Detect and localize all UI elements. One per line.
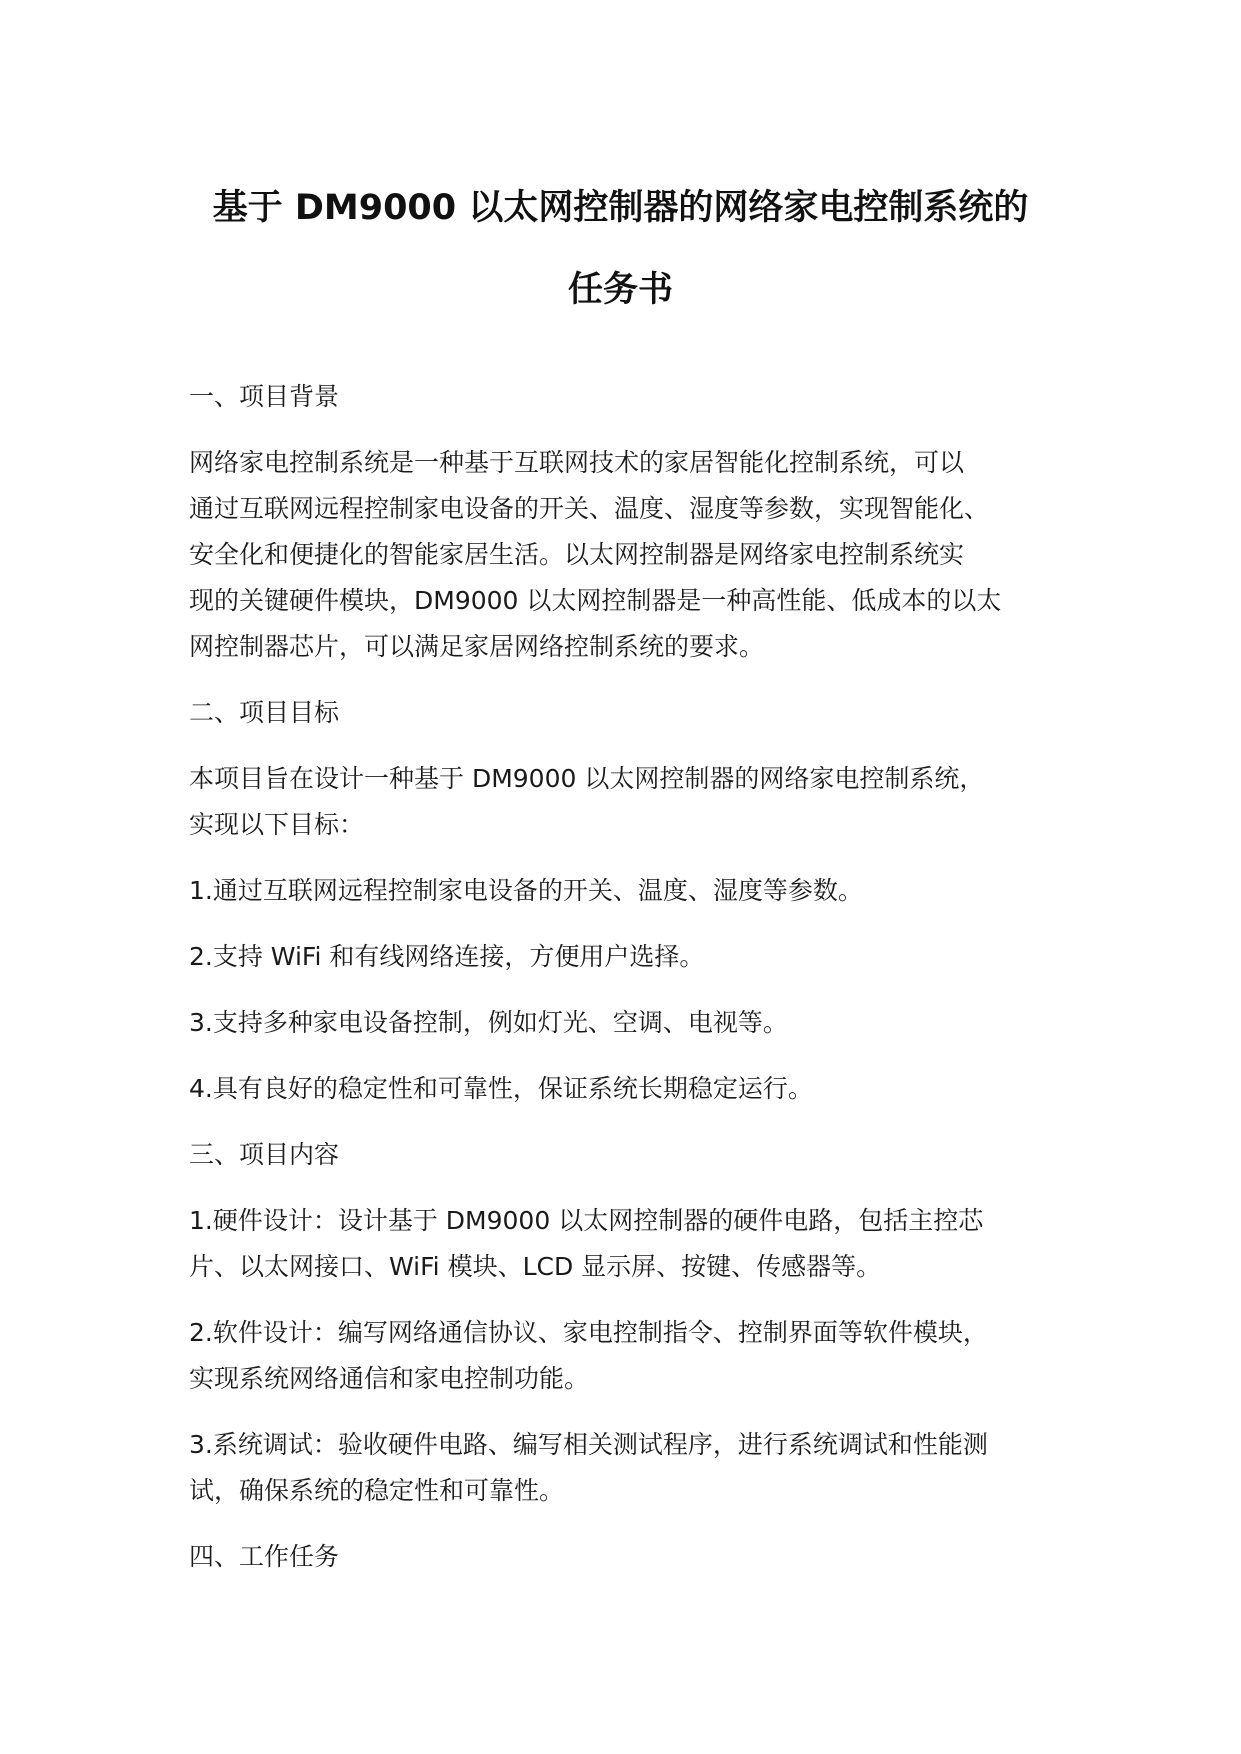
paragraph <box>189 440 1069 670</box>
paragraph <box>189 868 1069 914</box>
section-heading: 三、项目内容 <box>189 1140 340 1169</box>
paragraph-line: 安全化和便捷化的智能家居生活。以太网控制器是网络家电控制系统实 <box>189 540 965 569</box>
paragraph <box>189 1310 1069 1402</box>
paragraph-line: 网控制器芯片，可以满足家居网络控制系统的要求。 <box>189 632 765 661</box>
paragraph <box>189 756 1069 848</box>
paragraph-line: 3.支持多种家电设备控制，例如灯光、空调、电视等。 <box>189 1008 788 1037</box>
section-heading: 四、工作任务 <box>189 1542 340 1571</box>
paragraph-line: 试，确保系统的稳定性和可靠性。 <box>189 1476 565 1505</box>
paragraph-line: 2.支持 WiFi 和有线网络连接，方便用户选择。 <box>189 942 705 971</box>
paragraph <box>189 1422 1069 1514</box>
paragraph-line: 3.系统调试：验收硬件电路、编写相关测试程序，进行系统调试和性能测 <box>189 1430 988 1459</box>
document-body <box>189 374 1069 1600</box>
paragraph <box>189 1198 1069 1290</box>
paragraph-line: 1.硬件设计：设计基于 DM9000 以太网控制器的硬件电路，包括主控芯 <box>189 1206 984 1235</box>
paragraph-line: 实现系统网络通信和家电控制功能。 <box>189 1364 590 1393</box>
paragraph <box>189 1000 1069 1046</box>
paragraph-line: 通过互联网远程控制家电设备的开关、温度、湿度等参数，实现智能化、 <box>189 494 990 523</box>
paragraph-line: 片、以太网接口、WiFi 模块、LCD 显示屏、按键、传感器等。 <box>189 1252 882 1281</box>
paragraph <box>189 1066 1069 1112</box>
paragraph-line: 现的关键硬件模块，DM9000 以太网控制器是一种高性能、低成本的以太 <box>189 586 1002 615</box>
paragraph-line: 1.通过互联网远程控制家电设备的开关、温度、湿度等参数。 <box>189 876 863 905</box>
paragraph-line: 本项目旨在设计一种基于 DM9000 以太网控制器的网络家电控制系统， <box>189 764 985 793</box>
paragraph-line: 4.具有良好的稳定性和可靠性，保证系统长期稳定运行。 <box>189 1074 813 1103</box>
document-title-line-2: 任务书 <box>567 270 673 310</box>
paragraph-line: 实现以下目标： <box>189 810 365 839</box>
paragraph <box>189 934 1069 980</box>
paragraph-line: 网络家电控制系统是一种基于互联网技术的家居智能化控制系统，可以 <box>189 448 965 477</box>
document-title-line-1: 基于 DM9000 以太网控制器的网络家电控制系统的 <box>212 188 1029 228</box>
section-heading: 二、项目目标 <box>189 698 340 727</box>
paragraph-line: 2.软件设计：编写网络通信协议、家电控制指令、控制界面等软件模块， <box>189 1318 988 1347</box>
section-heading: 一、项目背景 <box>189 382 340 411</box>
